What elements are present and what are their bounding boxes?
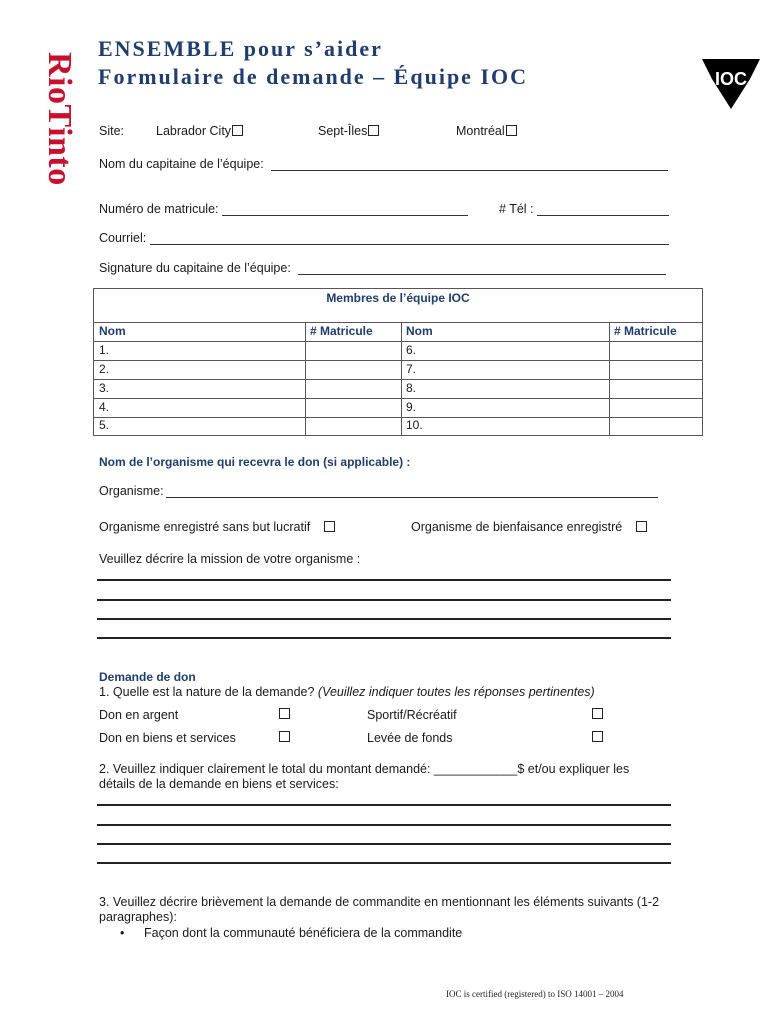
captain-name-field[interactable]: [271, 170, 668, 171]
nonprofit-checkbox[interactable]: [324, 521, 335, 532]
details-line[interactable]: [97, 862, 671, 864]
signature-field[interactable]: [298, 274, 666, 275]
table-column-divider: [305, 322, 306, 435]
organism-label: Organisme:: [99, 484, 164, 498]
montreal-checkbox[interactable]: [506, 125, 517, 136]
members-table: [93, 288, 703, 436]
details-line[interactable]: [97, 824, 671, 826]
site-option-labrador-label: Labrador City: [156, 124, 232, 138]
question-1-text: 1. Quelle est la nature de la demande?: [99, 685, 315, 699]
question-3-bullet: Façon dont la communauté bénéficiera de la commandite: [144, 926, 463, 940]
table-row-number: 5.: [99, 418, 110, 432]
form-subtitle: Formulaire de demande – Équipe IOC: [98, 64, 529, 89]
table-row-number: 1.: [99, 343, 110, 357]
phone-label: # Tél :: [499, 202, 534, 216]
labrador-checkbox[interactable]: [232, 125, 243, 136]
mission-line[interactable]: [97, 618, 671, 620]
charity-option[interactable]: [411, 520, 622, 534]
mission-line[interactable]: [97, 599, 671, 601]
table-divider: [94, 322, 702, 323]
option-cash-checkbox[interactable]: [279, 708, 290, 719]
iso-certification-footer: IOC is certified (registered) to ISO 14001 – 2004: [446, 989, 624, 999]
table-row-number: 9.: [406, 400, 417, 414]
table-row-number: 3.: [99, 381, 110, 395]
question-2-line2: détails de la demande en biens et services:: [99, 777, 339, 791]
details-line[interactable]: [97, 804, 671, 806]
form-title: ENSEMBLE pour s’aider: [98, 36, 383, 61]
sept-iles-checkbox[interactable]: [368, 125, 379, 136]
phone-field[interactable]: [537, 215, 669, 216]
table-divider: [94, 379, 702, 380]
matricule-label: Numéro de matricule:: [99, 202, 219, 216]
option-sport-label: Sportif/Récréatif: [367, 708, 457, 722]
site-option-sept-iles[interactable]: [318, 124, 379, 138]
nonprofit-label: Organisme enregistré sans but lucratif: [99, 520, 311, 534]
ioc-logo: [700, 55, 762, 111]
option-fundraising-label: Levée de fonds: [367, 731, 453, 745]
site-option-montreal[interactable]: [456, 124, 517, 138]
question-3-line1: 3. Veuillez décrire brièvement la demande de commandite en mentionnant les éléments suivants (1-2: [99, 895, 660, 909]
donation-heading: Demande de don: [99, 670, 196, 684]
mission-line[interactable]: [97, 637, 671, 639]
option-goods-label: Don en biens et services: [99, 731, 236, 745]
mission-line[interactable]: [97, 579, 671, 581]
organism-heading: Nom de l’organisme qui recevra le don (si applicable) :: [99, 455, 411, 469]
option-cash-label: Don en argent: [99, 708, 179, 722]
nonprofit-option[interactable]: [99, 520, 310, 534]
table-row-number: 2.: [99, 362, 110, 376]
table-row-number: 4.: [99, 400, 110, 414]
table-divider: [94, 341, 702, 342]
table-header-matricule: # Matricule: [614, 324, 677, 338]
table-row-number: 10.: [406, 418, 423, 432]
members-table-caption: Membres de l’équipe IOC: [326, 291, 470, 305]
table-row-number: 8.: [406, 381, 417, 395]
charity-label: Organisme de bienfaisance enregistré: [411, 520, 623, 534]
option-fundraising-checkbox[interactable]: [592, 731, 603, 742]
table-row-number: 6.: [406, 343, 417, 357]
table-header-matricule: # Matricule: [310, 324, 373, 338]
details-line[interactable]: [97, 843, 671, 845]
table-divider: [94, 398, 702, 399]
option-goods-checkbox[interactable]: [279, 731, 290, 742]
question-3-line2: paragraphes):: [99, 910, 177, 924]
captain-name-label: Nom du capitaine de l’équipe:: [99, 157, 264, 171]
table-column-divider: [609, 322, 610, 435]
question-2-line1: 2. Veuillez indiquer clairement le total du montant demandé: ____________$ et/ou expliquer les: [99, 762, 630, 776]
mission-label: Veuillez décrire la mission de votre organisme :: [99, 552, 361, 566]
question-1-hint: (Veuillez indiquer toutes les réponses pertinentes): [317, 685, 595, 699]
organism-field[interactable]: [166, 497, 658, 498]
table-header-nom: Nom: [99, 324, 126, 338]
table-divider: [94, 417, 702, 418]
matricule-field[interactable]: [222, 215, 468, 216]
option-sport-checkbox[interactable]: [592, 708, 603, 719]
site-label: Site:: [99, 124, 125, 138]
question-1: [99, 685, 595, 699]
charity-checkbox[interactable]: [636, 521, 647, 532]
site-option-labrador[interactable]: [156, 124, 243, 138]
email-field[interactable]: [150, 244, 669, 245]
ioc-logo-text: IOC: [714, 69, 748, 89]
table-divider: [94, 360, 702, 361]
table-row-number: 7.: [406, 362, 417, 376]
table-header-nom: Nom: [406, 324, 433, 338]
question-3-bullet-marker: •: [120, 926, 125, 940]
email-label: Courriel:: [99, 231, 147, 245]
signature-label: Signature du capitaine de l’équipe:: [99, 261, 291, 275]
table-column-divider: [401, 322, 402, 435]
rio-tinto-logo: RioTinto: [41, 52, 78, 186]
site-option-montreal-label: Montréal: [456, 124, 505, 138]
site-option-sept-iles-label: Sept-Îles: [318, 124, 368, 138]
